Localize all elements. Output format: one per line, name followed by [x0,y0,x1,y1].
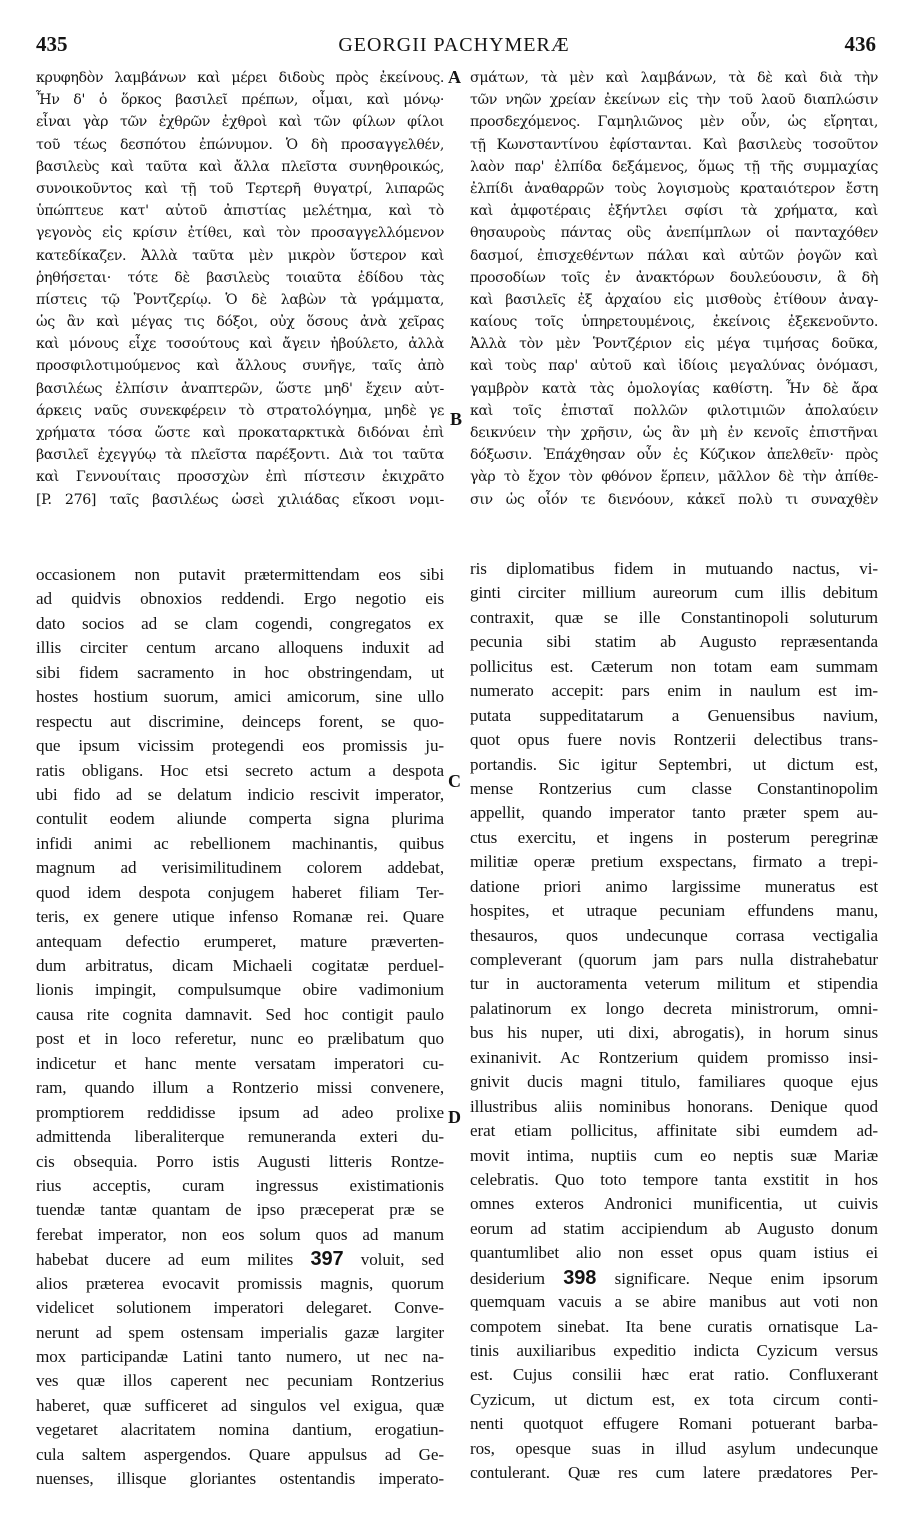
latin-left-line: occasionem non putavit prætermittendam eos sibi [36,565,444,584]
latin-right-line: appellit, quando imperator tanto præter spem au- [470,803,878,823]
latin-left-line: respectu aut discrimine, deinceps forent, se quo- [36,711,444,731]
latin-left-line: cula saltem aspergendos. Quare appulsus ad Ge- [36,1444,444,1464]
greek-right-line: τῶν νηῶν χρείαν ἐκείνων εἰς τὴν τοῦ λαοῦ διαπλώσιν [470,92,878,109]
greek-left-line: βασιλεῖ ἐχεγγύῳ τὰ πλεῖστα παρέξοντι. Διὰ τοι ταῦτα [36,447,444,464]
latin-right-line: putata suppeditatarum a Genuensibus navium, [470,705,878,725]
latin-left-line: videlicet solutionem imperatori delegaret. Conve- [36,1298,444,1318]
latin-right-line: ris diplomatibus fidem in mutuando nactus, vi- [470,559,878,578]
latin-left-line: dato socios ad se clam cogendi, congregatos ex [36,613,444,633]
latin-left-line-text: voluit, sed [360,1250,444,1270]
greek-right-line: προσοδίων τοῖς ἐν ἀνακτόρων δουλεύουσιν, ἃ δὴ [470,269,878,286]
latin-right-line [470,1266,878,1290]
latin-right-line: ctus exercitu, et ingens in posterum peregrinæ [470,827,878,847]
greek-left-line: βασιλεὺς καὶ ταῦτα καὶ ἄλλα πλεῖστα συνηθροικώς, [36,158,444,175]
latin-right-line-text: desiderium [470,1268,545,1288]
latin-left-line: indicetur et hanc mente versatam imperatori cu- [36,1053,444,1073]
latin-left-line: admittenda liberaliterque remuneranda exteri du- [36,1127,444,1147]
latin-right-line: quemquam vacuis a se abire manibus aut voti non [470,1292,878,1312]
greek-left-line: κατεδίκαζεν. Ἀλλὰ ταῦτα μὲν μικρὸν ὕστερον καὶ [36,247,444,264]
greek-right-line: λαὸν παρ' ἐλπίδα δεξάμενος, ὅμως τῇ τῆς συμμαχίας [470,158,878,175]
latin-left-line: alios præterea evocavit promissis magnis, quorum [36,1273,444,1293]
latin-left-line: infidi animi ac rebellionem machinantis, quibus [36,833,444,853]
latin-right-line: bus his nuper, uti dixi, abrogatis), in horum sinus [470,1023,878,1043]
latin-left-line: sibi fidem sacramento in hoc obstringendam, ut [36,662,444,682]
greek-left-line: βασιλέως ἐλπίσιν ἀναπτερῶν, ὥστε μηδ' ἔχειν αὐτ- [36,380,444,397]
latin-left-line: hostes hostium suorum, amici amicorum, sine ullo [36,687,444,707]
greek-right-line: σμάτων, τὰ μὲν καὶ λαμβάνων, τὰ δὲ καὶ διὰ τὴν [470,70,878,86]
latin-right-line: tinis auxiliaribus expeditio indicta Cyzicum versus [470,1341,878,1360]
latin-text-right-column [470,557,878,1486]
latin-right-line: Cyzicum, ut dictum est, ex tota circum conti- [470,1389,878,1409]
latin-right-line: gnivit ducis magni titulo, familiares quoque ejus [470,1072,878,1092]
greek-right-line: καίους τοῖς ὑπηρετουμένοις, ἐκείνοις ἐξεκενοῦντο. [470,314,878,331]
latin-right-line: eorum ad statim accipiendum ab Augusto donum [470,1218,878,1238]
latin-right-line: nenti quotquot effugere Romani potuerant barba- [470,1414,878,1434]
latin-left-line: post et in loco referetur, nunc eo prælibatum quo [36,1029,444,1049]
greek-left-line: κρυφηδὸν λαμβάνων καὶ μέρει διδοὺς πρὸς ἐκείνους. [36,70,444,86]
greek-left-line: ῥηθήσεται· τότε δὲ βασιλεὺς τοιαῦτα ἐδίδου τὰς [36,269,444,286]
left-page-number: 435 [36,32,68,56]
latin-right-line: palatinorum ex longo decreta ministrorum, omni- [470,998,878,1018]
latin-right-line: mense Rontzerius cum classe Constantinopolim [470,778,878,798]
greek-left-line: ὡς ἂν καὶ μέγας τις δόξοι, οὐχ ὅσους ἀνὰ χεῖρας [36,314,444,331]
latin-left-line: antequam defectio erumperet, mature præverten- [36,931,444,951]
greek-right-line: δασμοί, ἐπισχεθέντων πάλαι καὶ αὐτῶν ῥογῶν καὶ [470,247,878,264]
greek-right-line: καὶ τοῖς ἐπισταῖ πολλῶν φιλοτιμιῶν ἀπολαύειν [470,402,878,419]
greek-left-line: εἶναι γὰρ τῶν ἐχθρῶν ἐχθροὶ καὶ τῶν φίλων φίλοι [36,114,444,131]
greek-left-line: ὑπώπτευε κατ' αὐτοῦ ἀπιστίας μελέτημα, καὶ τὸ [36,203,444,220]
greek-right-line: γαμβρὸν κατὰ τὰς ὁμολογίας καθίστη. Ἦν δὲ ἄρα [470,380,878,397]
latin-left-line: contulit eodem aliunde comperta signa plurima [36,809,444,829]
greek-right-line: ἐλπίδι ἀναθαρρῶν τοὺς λογισμοὺς κραταιότερον ἔστη [470,180,878,197]
greek-right-line: δόξωσιν. Ἐπάχθησαν οὖν ἐς Κύζικον ἀπελθεῖν· πρὸς [470,447,878,464]
latin-left-line: nerunt ad spem ostensam imperialis gazæ largiter [36,1322,444,1342]
latin-left-line: teris, ex genere utique infenso Romanæ rei. Quare [36,907,444,927]
latin-left-line: ferebat imperator, non eos solum quos ad manum [36,1224,444,1244]
latin-right-line: quantumlibet alio non esset opus quam istius ei [470,1243,878,1263]
margin-mark-d: D [448,1107,461,1127]
latin-left-line: causa rite cognita damnavit. Sed hoc contigit paulo [36,1004,444,1024]
latin-left-line: rius acceptis, curam ingressus existimationis [36,1175,444,1195]
latin-left-line: ram, quando illum a Rontzerio missi convenere, [36,1078,444,1098]
latin-left-line: promptiorem reddidisse ipsum ad adeo prolixe [36,1102,444,1122]
greek-left-line: καὶ Γεννουίταις προσσχὼν ἐπὶ πίστεσιν ἐκιχρᾶτο [36,469,444,486]
greek-text-right-column [470,67,878,511]
latin-right-line: illustribus aliis nominibus honorans. Denique quod [470,1096,878,1116]
latin-right-line-text: significare. Neque enim ipsorum [614,1268,878,1288]
latin-left-line: cis obsequia. Porro istis Augusti litteris Rontze- [36,1151,444,1171]
page-marker-397: 397 [310,1248,344,1271]
greek-left-line: καὶ μόνους εἶχε τοσούτους καὶ ἄγειν ἠβούλετο, ἀλλὰ [36,336,444,353]
greek-right-line: προσδεχόμενος. Γαμηλιῶνος μὲν οὖν, ὡς εἴρηται, [470,114,878,131]
greek-left-line: τοῦ τέως δεσπότου ἐπώνυμον. Ὁ δὴ προσαγγελθέν, [36,136,444,153]
greek-right-line: Ἀλλὰ τὸν μὲν Ῥοντζέριον εἰς μέγα τιμήσας δοῦκα, [470,336,878,353]
greek-left-line: άρκεις ναῦς συνεκφέρειν τὸ στρατολόγημα, μηδὲ γε [36,402,444,419]
latin-left-line: vegetaret alacritatem nomina dantium, erogatiun- [36,1420,444,1440]
greek-right-line: τῇ Κωνσταντίνου ἐφίστανται. Καὶ βασιλεὺς τοσοῦτον [470,136,878,153]
greek-left-line: συνοικοῦντος καὶ τῇ τοῦ Τερτερῆ θυγατρί, λιπαρῶς [36,180,444,197]
latin-left-line: quod idem despota conjugem haberet filiam Ter- [36,882,444,902]
latin-left-line: dum arbitratus, dicam Michaeli cogitatæ perduel- [36,956,444,975]
latin-right-line: omnes exteros Andronici munificentia, ut cuivis [470,1194,878,1214]
latin-right-line: exinanivit. Ac Rontzerium quidem promisso insi- [470,1047,878,1067]
greek-left-line: Ἦν δ' ὁ ὅρκος βασιλεῖ πρέπων, οἶμαι, καὶ μόνῳ· [36,92,444,109]
latin-right-line: contulerant. Quæ res cum latere prædatores Per- [470,1463,878,1483]
greek-text-left-column [36,67,444,511]
latin-left-line: illis circiter centum arcano alloquens induxit ad [36,638,444,658]
greek-left-line: χρήματα τόσα ὥστε καὶ προκαταρκτικὰ διδόναι ἐπὶ [36,425,444,441]
greek-right-line: σιν ὡς οἷόν τε διενόουν, κἀκεῖ πολὺ τι συναχθὲν [470,491,878,508]
latin-right-line: compotem sinebat. Ita bene curatis ornatisque La- [470,1316,878,1336]
latin-left-line: ubi fido ad se delatum indicio rescivit imperator, [36,784,444,804]
greek-left-line: [P. 276] ταῖς βασιλέως ὡσεὶ χιλιάδας εἴκοσι νομι- [36,491,444,508]
latin-right-line: celebratis. Quo toto tempore tanta exstitit in hos [470,1169,878,1189]
latin-left-line: lionis impingit, compulsumque obire vadimonium [36,980,444,1000]
latin-right-line: pecunia sibi statim ab Augusto repræsentanda [470,632,878,652]
latin-left-line [36,1247,444,1271]
right-page-number: 436 [844,32,876,56]
latin-right-line: erat etiam pollicitus, affinitate sibi eumdem ad- [470,1121,878,1141]
latin-right-line: portandis. Sic igitur Septembri, ut dictum est, [470,754,878,774]
greek-left-line: πίστεις τῷ Ῥοντζερίῳ. Ὁ δὲ λαβὼν τὰ γράμματα, [36,291,444,308]
greek-right-line: καὶ βασιλεῖς ἐξ ἀρχαίου εἰς μισθοὺς ἐτίθουν ἀναγ- [470,291,878,308]
greek-right-line: θησαυροὺς πάντας οὓς ἀνεπίμπλων οἱ πανταχόθεν [470,225,878,242]
latin-left-line: haberet, quæ sufficeret ad singulos vel exigua, quæ [36,1395,444,1415]
latin-left-line: ad quidvis obnoxios reddendi. Ergo negotio eis [36,589,444,609]
latin-right-line: est. Cujus consilii hæc erat ratio. Confluxerant [470,1365,878,1385]
margin-mark-b: B [450,409,463,429]
latin-left-line: mox participandæ Latini tanto numero, ut nec na- [36,1347,444,1366]
latin-right-line: pollicitus est. Cæterum non totam eam summam [470,656,878,676]
latin-right-line: ginti circiter millium aureorum cum illis debitum [470,583,878,603]
greek-left-line: προσφιλοτιμούμενος καὶ ἄλλους συνῆγε, ταῖς ἀπὸ [36,358,444,375]
latin-right-line: movit intima, nuptiis cum eo neptis suæ Mariæ [470,1145,878,1165]
latin-left-line: nuenses, illisque gloriantes ostentandis imperato- [36,1469,444,1489]
latin-left-line: que ipsum vicissim protegendi eos promissis ju- [36,736,444,756]
latin-right-line: contraxit, quæ se ille Constantinopoli soluturum [470,607,878,627]
latin-right-line: compleverant (quorum jam pars nulla distrahebatur [470,950,878,969]
page-marker-398: 398 [563,1266,597,1289]
running-title: GEORGII PACHYMERÆ [338,34,570,56]
latin-right-line: quot opus fuere novis Rontzerii delectibus trans- [470,730,878,750]
page-header [30,30,878,60]
margin-mark-a: A [448,67,461,87]
margin-mark-c: C [448,771,461,791]
latin-right-line: tur in auctoramenta veterum militum et stipendia [470,974,878,994]
latin-right-line: ros, opesque suas in illud asylum undecunque [470,1438,878,1458]
latin-text-left-column [36,563,444,1492]
latin-left-line: magnum ad verisimilitudinem colorem addebat, [36,858,444,878]
latin-right-line: datione priori animo largissime muneratus est [470,876,878,896]
greek-right-line: καὶ τοὺς παρ' αὐτοῦ καὶ ἰδίοις μεγαλύνας ὀνόμασι, [470,358,878,375]
latin-right-line: thesauros, quos undecunque corrasa vectigalia [470,925,878,945]
greek-left-line: γεγονὸς εἰς κρίσιν ἐτίθει, καὶ τὸν προσαγγελλόμενον [36,225,444,242]
latin-right-line: numerato accepit: pars enim in naulum est im- [470,681,878,701]
greek-right-line: γὰρ τὸ ἔχον τὸν φθόνον ἕρπειν, μᾶλλον δὲ τὴν ἀπίθε- [470,469,878,486]
latin-left-line: ves quæ illos caperent nec pecuniam Rontzerius [36,1371,444,1391]
latin-right-line: militiæ operæ pretium exspectans, firmato a trepi- [470,852,878,872]
greek-right-line: καὶ ἀμφοτέραις ἐξήντλει σφίσι τὰ χρήματα, καὶ [470,203,878,220]
latin-left-line-text: habebat ducere ad eum milites [36,1250,294,1270]
latin-left-line: tuendæ tantæ quantam de ipso præceperat præ se [36,1200,444,1220]
latin-left-line: ratis obligans. Hoc etsi secreto actum a despota [36,760,444,780]
greek-right-line: δεικνύειν τὴν χρῆσιν, ὡς ἂν μὴ ἐν κενοῖς ἐπιστῆναι [470,425,878,441]
latin-right-line: hospites, et utraque pecuniam effundens manu, [470,901,878,921]
